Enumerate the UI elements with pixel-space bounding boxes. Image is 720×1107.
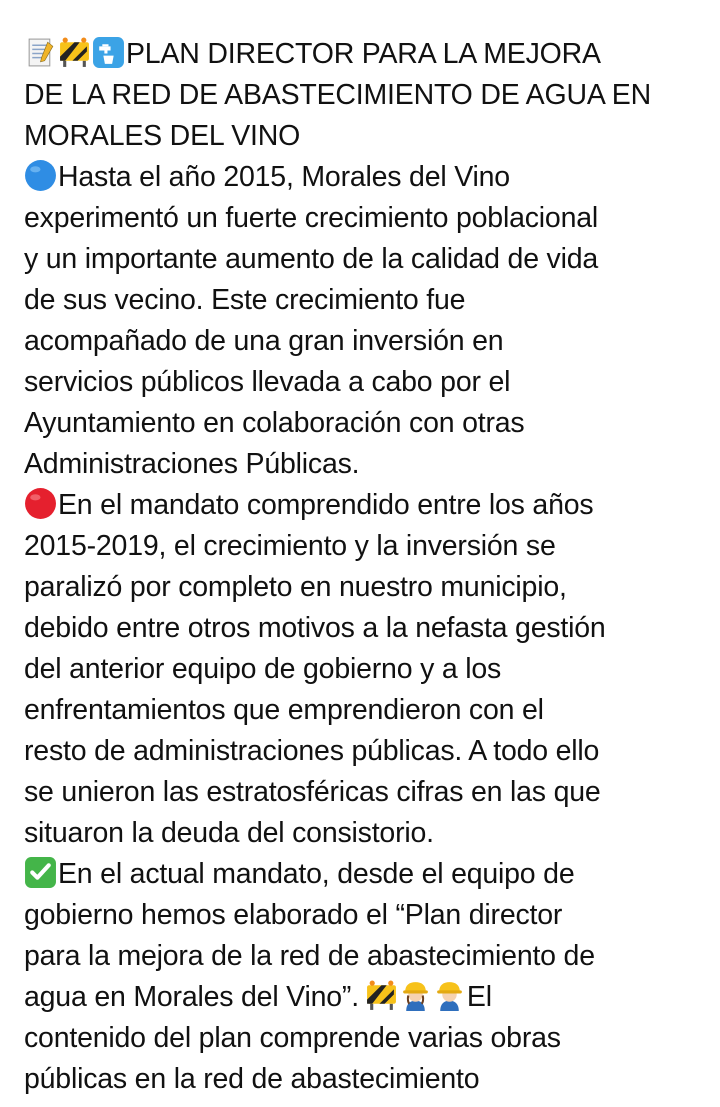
post-line: gobierno hemos elaborado el “Plan director: [24, 899, 563, 931]
red-circle-icon: [24, 487, 57, 520]
post-line: Administraciones Públicas.: [24, 448, 360, 480]
memo-icon: [24, 36, 57, 69]
post-line: situaron la deuda del consistorio.: [24, 817, 434, 849]
post-line: MORALES DEL VINO: [24, 120, 301, 152]
post-line: resto de administraciones públicas. A todo ello: [24, 735, 600, 767]
construction-barrier-icon: [58, 36, 91, 69]
woman-construction-worker-icon: [399, 979, 432, 1012]
post-line: En el mandato comprendido entre los años: [24, 485, 696, 526]
post-line: 2015-2019, el crecimiento y la inversión se: [24, 530, 556, 562]
post-line: DE LA RED DE ABASTECIMIENTO DE AGUA EN: [24, 79, 651, 111]
post-line: servicios públicos llevada a cabo por el: [24, 366, 511, 398]
post-line: para la mejora de la red de abastecimiento de: [24, 940, 595, 972]
post-line: acompañado de una gran inversión en: [24, 325, 504, 357]
construction-barrier-icon: [365, 979, 398, 1012]
man-construction-worker-icon: [433, 979, 466, 1012]
post-line: Ayuntamiento en colaboración con otras: [24, 407, 525, 439]
post-line: contenido del plan comprende varias obras: [24, 1022, 561, 1054]
post-line: paralizó por completo en nuestro municipio,: [24, 571, 567, 603]
blue-circle-icon: [24, 159, 57, 192]
post-line: En el actual mandato, desde el equipo de: [24, 854, 696, 895]
post-line: enfrentamientos que emprendieron con el: [24, 694, 544, 726]
post-line: se unieron las estratosféricas cifras en las que: [24, 776, 601, 808]
post-line: Hasta el año 2015, Morales del Vino: [24, 157, 696, 198]
potable-water-icon: [92, 36, 125, 69]
post-line: públicas en la red de abastecimiento: [24, 1063, 480, 1095]
post-line: agua en Morales del Vino”. El: [24, 981, 492, 1013]
post-line: y un importante aumento de la calidad de vida: [24, 243, 599, 275]
check-mark-button-icon: [24, 856, 57, 889]
post-line: debido entre otros motivos a la nefasta gestión: [24, 612, 606, 644]
post-line: de sus vecino. Este crecimiento fue: [24, 284, 466, 316]
post-line: experimentó un fuerte crecimiento poblacional: [24, 202, 598, 234]
post-line: del anterior equipo de gobierno y a los: [24, 653, 502, 685]
post-line: PLAN DIRECTOR PARA LA MEJORA: [24, 34, 696, 75]
post-text: [24, 34, 696, 1100]
